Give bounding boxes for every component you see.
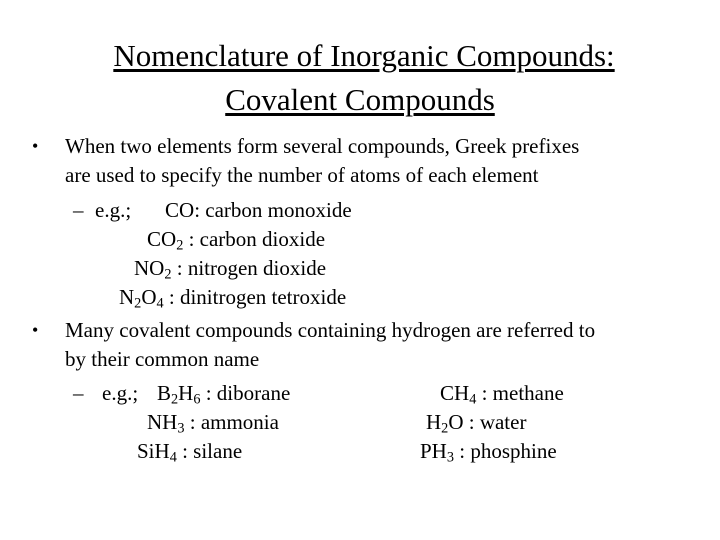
formula-symbol: NO [134,256,165,280]
compound-example [165,197,352,223]
formula-subscript: 3 [177,420,185,437]
compound-formula [420,439,454,466]
bullet-marker: • [32,136,39,156]
formula-symbol: CO [147,227,177,251]
compound-formula [440,381,477,408]
compound-formula [137,439,177,466]
formula-subscript: 2 [134,295,142,312]
formula-subscript: 2 [171,391,179,408]
compound-example [147,409,279,435]
compound-example [147,226,325,252]
formula-symbol: B [157,381,172,405]
formula-subscript: 4 [469,391,477,408]
formula-symbol: O [141,285,157,309]
formula-symbol: H [178,381,194,405]
bullet-1-line-1: When two elements form several compounds, Greek prefixes [65,134,580,158]
compound-formula [134,256,172,283]
bullet-marker: • [32,320,39,340]
compound-name: : ammonia [184,410,279,434]
compound-example [137,438,242,464]
title-line-1: Nomenclature of Inorganic Compounds: [113,38,615,73]
sub-bullet-dash: – [73,381,84,405]
compound-example [420,438,557,464]
compound-name: : carbon dioxide [183,227,326,251]
formula-subscript: 3 [446,449,454,466]
title-line-2: Covalent Compounds [225,82,495,117]
bullet-2-line-1: Many covalent compounds containing hydrogen are referred to [65,318,596,342]
compound-formula [147,410,185,437]
formula-subscript: 2 [441,420,449,437]
formula-symbol: H [426,410,442,434]
compound-formula [119,285,164,312]
compound-example [134,255,326,281]
formula-symbol: N [119,285,135,309]
bullet-2-line-2: by their common name [65,347,260,371]
compound-formula [157,381,201,408]
formula-symbol: PH [420,439,447,463]
sub-bullet-dash: – [73,198,84,222]
compound-name: : diborane [200,381,291,405]
bullet-1-line-2: are used to specify the number of atoms of each element [65,163,539,187]
compound-name: : silane [176,439,243,463]
formula-subscript: 4 [156,295,164,312]
formula-subscript: 2 [164,266,172,283]
formula-subscript: 2 [176,237,184,254]
formula-symbol: CH [440,381,470,405]
compound-formula [426,410,464,437]
compound-formula [165,198,194,222]
compound-name: : dinitrogen tetroxide [163,285,347,309]
compound-name: : methane [476,381,564,405]
compound-example [440,380,564,406]
formula-symbol: H [154,439,170,463]
compound-formula [147,227,184,254]
compound-example [119,284,346,310]
formula-symbol: NH [147,410,178,434]
formula-symbol: Si [137,439,155,463]
eg-label: e.g.; [95,198,132,222]
eg-label: e.g.; [102,381,139,405]
compound-example [157,380,290,406]
compound-name: : phosphine [454,439,557,463]
compound-example [426,409,526,435]
formula-symbol: CO [165,198,195,222]
formula-subscript: 6 [193,391,201,408]
compound-name: : carbon monoxide [194,198,352,222]
formula-subscript: 4 [169,449,177,466]
formula-symbol: O [448,410,464,434]
compound-name: : nitrogen dioxide [171,256,327,280]
slide-title [0,34,720,122]
compound-name: : water [463,410,527,434]
